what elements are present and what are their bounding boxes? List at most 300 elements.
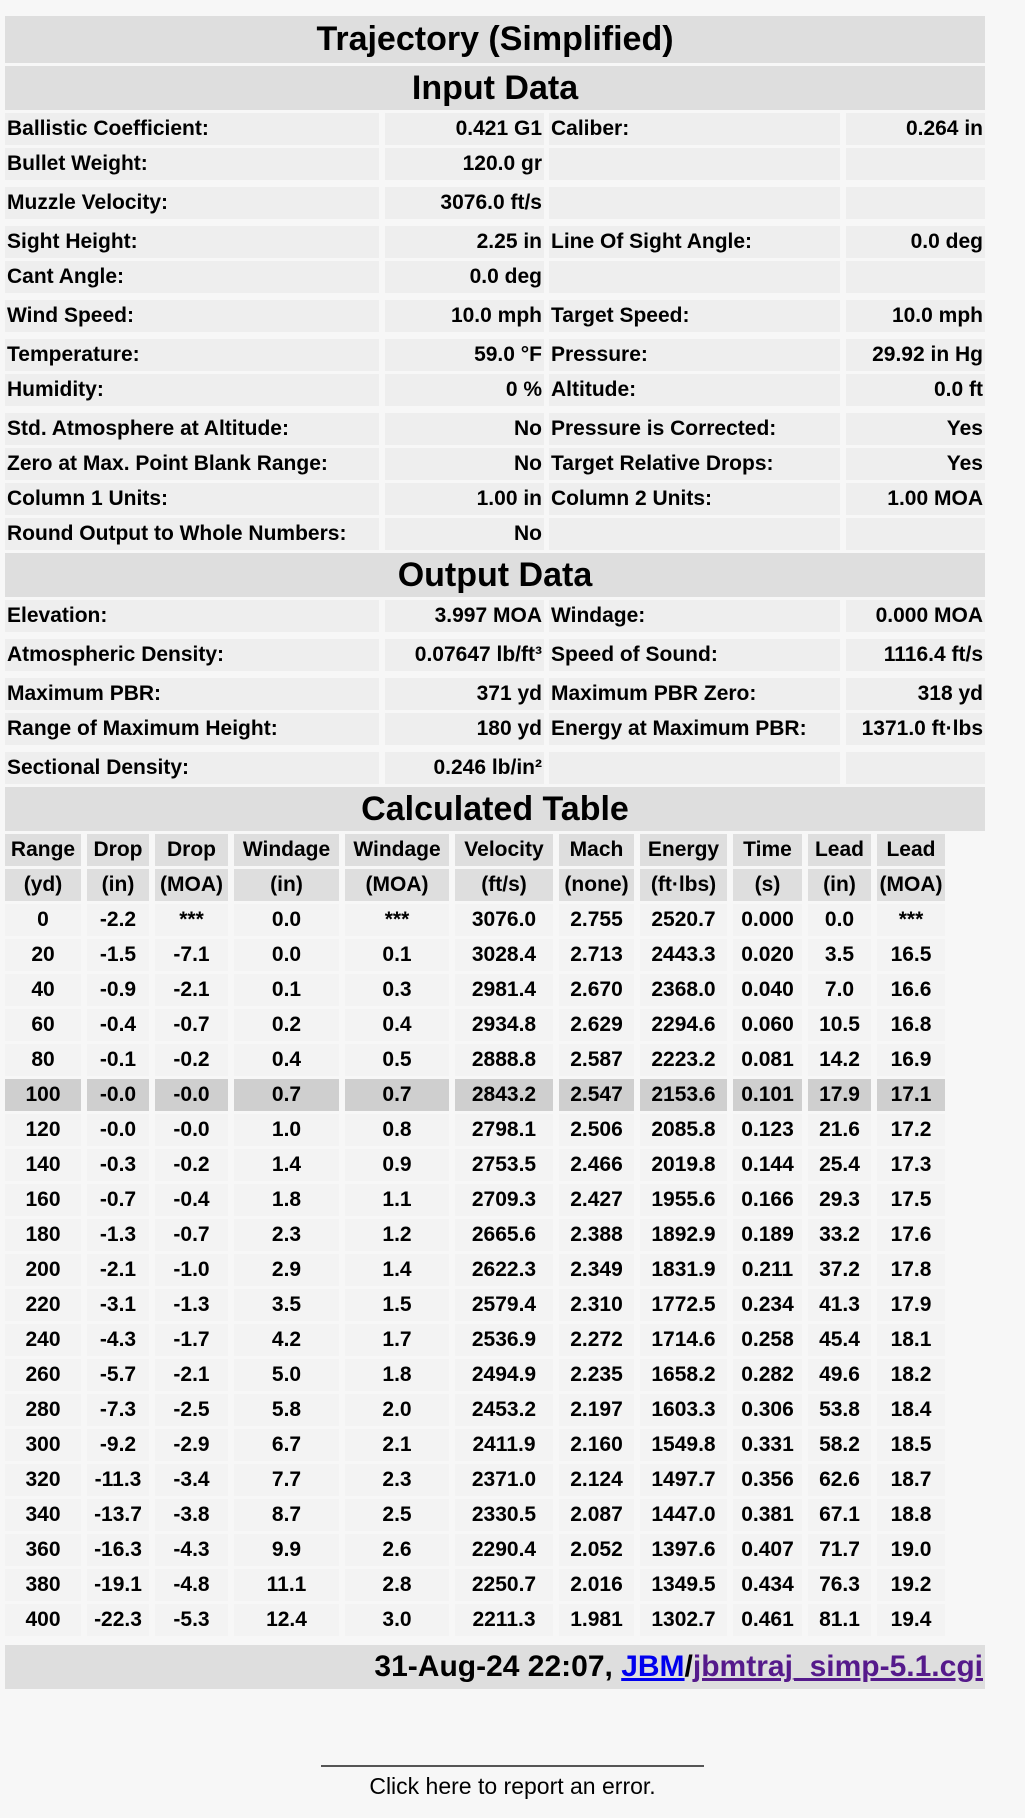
data-row bbox=[5, 483, 985, 515]
table-cell: 40 bbox=[5, 974, 81, 1006]
table-cell: 2.087 bbox=[559, 1499, 634, 1531]
table-cell: 58.2 bbox=[808, 1429, 871, 1461]
table-cell: 2798.1 bbox=[455, 1114, 553, 1146]
table-cell: 49.6 bbox=[808, 1359, 871, 1391]
table-cell: 29.3 bbox=[808, 1184, 871, 1216]
table-cell: -0.0 bbox=[87, 1079, 149, 1111]
table-cell: 180 bbox=[5, 1219, 81, 1251]
table-cell: 1549.8 bbox=[640, 1429, 727, 1461]
column-header: Mach bbox=[559, 834, 634, 866]
field-value: 371 yd bbox=[385, 678, 544, 710]
field-label bbox=[549, 261, 840, 293]
field-value: 0.0 ft bbox=[846, 374, 985, 406]
table-cell: 71.7 bbox=[808, 1534, 871, 1566]
table-cell: 16.5 bbox=[877, 939, 945, 971]
table-row bbox=[5, 1114, 985, 1146]
table-cell: 18.2 bbox=[877, 1359, 945, 1391]
table-cell: 0.0 bbox=[234, 939, 339, 971]
table-cell: 2.629 bbox=[559, 1009, 634, 1041]
table-cell: -0.2 bbox=[155, 1149, 228, 1181]
field-label bbox=[549, 518, 840, 550]
table-cell: 16.6 bbox=[877, 974, 945, 1006]
field-value: 1116.4 ft/s bbox=[846, 639, 985, 671]
table-cell: 2330.5 bbox=[455, 1499, 553, 1531]
table-cell: -0.1 bbox=[87, 1044, 149, 1076]
field-value: 3076.0 ft/s bbox=[385, 187, 544, 219]
footer-separator: / bbox=[684, 1650, 693, 1683]
table-cell: -2.1 bbox=[155, 974, 228, 1006]
table-cell: 2.160 bbox=[559, 1429, 634, 1461]
table-cell: 1.5 bbox=[345, 1289, 449, 1321]
table-cell: 360 bbox=[5, 1534, 81, 1566]
table-cell: 3.5 bbox=[234, 1289, 339, 1321]
table-cell: 1.0 bbox=[234, 1114, 339, 1146]
table-cell: -7.3 bbox=[87, 1394, 149, 1426]
table-cell: 2.052 bbox=[559, 1534, 634, 1566]
table-cell: -9.2 bbox=[87, 1429, 149, 1461]
table-cell: 17.3 bbox=[877, 1149, 945, 1181]
field-label bbox=[549, 752, 840, 784]
table-cell: -3.8 bbox=[155, 1499, 228, 1531]
table-cell: -0.4 bbox=[155, 1184, 228, 1216]
table-cell: 2250.7 bbox=[455, 1569, 553, 1601]
field-value: 1.00 in bbox=[385, 483, 544, 515]
table-cell: 2665.6 bbox=[455, 1219, 553, 1251]
table-cell: 0.9 bbox=[345, 1149, 449, 1181]
table-cell: 2.713 bbox=[559, 939, 634, 971]
table-cell: 2622.3 bbox=[455, 1254, 553, 1286]
table-cell: 19.4 bbox=[877, 1604, 945, 1636]
table-cell: 0.282 bbox=[733, 1359, 802, 1391]
column-unit: (in) bbox=[234, 869, 339, 901]
table-cell: 2411.9 bbox=[455, 1429, 553, 1461]
script-link[interactable]: jbmtraj_simp-5.1.cgi bbox=[692, 1650, 983, 1683]
field-value: 0.07647 lb/ft³ bbox=[385, 639, 544, 671]
table-cell: 12.4 bbox=[234, 1604, 339, 1636]
table-cell: 2981.4 bbox=[455, 974, 553, 1006]
table-cell: 17.9 bbox=[877, 1289, 945, 1321]
table-cell: 60 bbox=[5, 1009, 81, 1041]
data-row bbox=[5, 413, 985, 445]
table-cell: 0.258 bbox=[733, 1324, 802, 1356]
trajectory-sheet bbox=[5, 16, 985, 1689]
table-cell: *** bbox=[345, 904, 449, 936]
data-row bbox=[5, 713, 985, 745]
field-label: Caliber: bbox=[549, 113, 840, 145]
table-cell: -1.3 bbox=[87, 1219, 149, 1251]
column-unit: (none) bbox=[559, 869, 634, 901]
table-cell: 20 bbox=[5, 939, 81, 971]
table-row bbox=[5, 1149, 985, 1181]
report-area bbox=[0, 1765, 1025, 1800]
column-unit: (in) bbox=[87, 869, 149, 901]
table-cell: 1.4 bbox=[345, 1254, 449, 1286]
column-header: Lead bbox=[877, 834, 945, 866]
table-cell: 0.4 bbox=[234, 1044, 339, 1076]
table-cell: -11.3 bbox=[87, 1464, 149, 1496]
column-unit: (yd) bbox=[5, 869, 81, 901]
jbm-link[interactable]: JBM bbox=[621, 1650, 685, 1683]
table-cell: 0 bbox=[5, 904, 81, 936]
data-row bbox=[5, 448, 985, 480]
table-row bbox=[5, 1254, 985, 1286]
table-cell: 17.5 bbox=[877, 1184, 945, 1216]
table-row bbox=[5, 974, 985, 1006]
table-row bbox=[5, 1429, 985, 1461]
field-label: Elevation: bbox=[5, 600, 379, 632]
field-label: Maximum PBR: bbox=[5, 678, 379, 710]
table-cell: 0.2 bbox=[234, 1009, 339, 1041]
table-cell: 2.506 bbox=[559, 1114, 634, 1146]
table-cell: 10.5 bbox=[808, 1009, 871, 1041]
column-header: Drop bbox=[155, 834, 228, 866]
table-cell: 5.8 bbox=[234, 1394, 339, 1426]
table-cell: 0.407 bbox=[733, 1534, 802, 1566]
field-value bbox=[846, 187, 985, 219]
table-cell: 0.381 bbox=[733, 1499, 802, 1531]
table-cell: 220 bbox=[5, 1289, 81, 1321]
data-row bbox=[5, 300, 985, 332]
table-cell: -0.7 bbox=[155, 1009, 228, 1041]
table-cell: 2443.3 bbox=[640, 939, 727, 971]
table-cell: -1.3 bbox=[155, 1289, 228, 1321]
table-cell: 16.9 bbox=[877, 1044, 945, 1076]
table-cell: 2.466 bbox=[559, 1149, 634, 1181]
table-cell: 1955.6 bbox=[640, 1184, 727, 1216]
table-cell: 2.6 bbox=[345, 1534, 449, 1566]
field-label: Speed of Sound: bbox=[549, 639, 840, 671]
table-cell: -7.1 bbox=[155, 939, 228, 971]
table-cell: 1397.6 bbox=[640, 1534, 727, 1566]
table-cell: 8.7 bbox=[234, 1499, 339, 1531]
table-row bbox=[5, 1289, 985, 1321]
table-row bbox=[5, 1079, 985, 1111]
table-cell: -0.0 bbox=[155, 1114, 228, 1146]
table-cell: 1497.7 bbox=[640, 1464, 727, 1496]
table-cell: 0.8 bbox=[345, 1114, 449, 1146]
table-cell: -1.0 bbox=[155, 1254, 228, 1286]
calculated-table bbox=[5, 834, 985, 1636]
table-cell: -1.7 bbox=[155, 1324, 228, 1356]
table-cell: -2.9 bbox=[155, 1429, 228, 1461]
table-cell: 1714.6 bbox=[640, 1324, 727, 1356]
column-header: Velocity bbox=[455, 834, 553, 866]
table-cell: 2.3 bbox=[345, 1464, 449, 1496]
input-data-table bbox=[5, 113, 985, 550]
table-cell: -0.7 bbox=[87, 1184, 149, 1216]
table-cell: 2019.8 bbox=[640, 1149, 727, 1181]
table-row bbox=[5, 1324, 985, 1356]
column-header: Drop bbox=[87, 834, 149, 866]
table-cell: -0.4 bbox=[87, 1009, 149, 1041]
table-cell: 2.427 bbox=[559, 1184, 634, 1216]
table-cell: -0.0 bbox=[155, 1079, 228, 1111]
input-data-heading: Input Data bbox=[5, 66, 985, 110]
field-label: Target Relative Drops: bbox=[549, 448, 840, 480]
table-cell: 0.189 bbox=[733, 1219, 802, 1251]
field-value: Yes bbox=[846, 448, 985, 480]
field-label: Sight Height: bbox=[5, 226, 379, 258]
field-label: Humidity: bbox=[5, 374, 379, 406]
field-value bbox=[846, 752, 985, 784]
table-cell: 17.1 bbox=[877, 1079, 945, 1111]
table-cell: -13.7 bbox=[87, 1499, 149, 1531]
table-row bbox=[5, 1009, 985, 1041]
table-cell: 2085.8 bbox=[640, 1114, 727, 1146]
table-row bbox=[5, 1569, 985, 1601]
output-data-heading: Output Data bbox=[5, 553, 985, 597]
field-label: Round Output to Whole Numbers: bbox=[5, 518, 379, 550]
table-cell: 19.2 bbox=[877, 1569, 945, 1601]
table-cell: 17.6 bbox=[877, 1219, 945, 1251]
table-cell: 19.0 bbox=[877, 1534, 945, 1566]
table-cell: 340 bbox=[5, 1499, 81, 1531]
table-cell: 0.3 bbox=[345, 974, 449, 1006]
table-cell: 7.0 bbox=[808, 974, 871, 1006]
table-cell: 2.0 bbox=[345, 1394, 449, 1426]
field-value bbox=[846, 148, 985, 180]
table-cell: 1658.2 bbox=[640, 1359, 727, 1391]
field-value bbox=[846, 261, 985, 293]
table-cell: 2.587 bbox=[559, 1044, 634, 1076]
table-cell: 45.4 bbox=[808, 1324, 871, 1356]
table-cell: -0.2 bbox=[155, 1044, 228, 1076]
table-cell: 0.4 bbox=[345, 1009, 449, 1041]
field-value: 10.0 mph bbox=[385, 300, 544, 332]
field-value: 3.997 MOA bbox=[385, 600, 544, 632]
table-cell: 260 bbox=[5, 1359, 81, 1391]
table-row bbox=[5, 1604, 985, 1636]
report-error-link[interactable]: Click here to report an error. bbox=[369, 1773, 656, 1799]
column-header: Time bbox=[733, 834, 802, 866]
page-title: Trajectory (Simplified) bbox=[5, 16, 985, 63]
table-cell: 41.3 bbox=[808, 1289, 871, 1321]
table-cell: 2536.9 bbox=[455, 1324, 553, 1356]
table-cell: 37.2 bbox=[808, 1254, 871, 1286]
table-row bbox=[5, 1359, 985, 1391]
field-label: Line Of Sight Angle: bbox=[549, 226, 840, 258]
field-label: Atmospheric Density: bbox=[5, 639, 379, 671]
table-cell: 17.8 bbox=[877, 1254, 945, 1286]
field-label: Muzzle Velocity: bbox=[5, 187, 379, 219]
table-cell: 160 bbox=[5, 1184, 81, 1216]
table-cell: 1.7 bbox=[345, 1324, 449, 1356]
table-cell: 0.123 bbox=[733, 1114, 802, 1146]
table-cell: 2368.0 bbox=[640, 974, 727, 1006]
table-cell: 2934.8 bbox=[455, 1009, 553, 1041]
table-cell: 2223.2 bbox=[640, 1044, 727, 1076]
table-cell: 9.9 bbox=[234, 1534, 339, 1566]
field-value bbox=[846, 518, 985, 550]
table-cell: 1.1 bbox=[345, 1184, 449, 1216]
table-cell: -4.8 bbox=[155, 1569, 228, 1601]
table-cell: -4.3 bbox=[87, 1324, 149, 1356]
table-cell: -2.1 bbox=[155, 1359, 228, 1391]
data-row bbox=[5, 752, 985, 784]
data-row bbox=[5, 148, 985, 180]
table-cell: 2453.2 bbox=[455, 1394, 553, 1426]
field-label: Pressure is Corrected: bbox=[549, 413, 840, 445]
table-cell: -22.3 bbox=[87, 1604, 149, 1636]
table-cell: 0.0 bbox=[234, 904, 339, 936]
field-value: 10.0 mph bbox=[846, 300, 985, 332]
table-cell: 2888.8 bbox=[455, 1044, 553, 1076]
table-cell: 0.040 bbox=[733, 974, 802, 1006]
column-header: Windage bbox=[234, 834, 339, 866]
table-cell: 2.388 bbox=[559, 1219, 634, 1251]
column-unit: (ft·lbs) bbox=[640, 869, 727, 901]
field-value: 0.000 MOA bbox=[846, 600, 985, 632]
table-cell: 240 bbox=[5, 1324, 81, 1356]
table-cell: -16.3 bbox=[87, 1534, 149, 1566]
table-cell: 2.755 bbox=[559, 904, 634, 936]
table-cell: 3076.0 bbox=[455, 904, 553, 936]
table-row bbox=[5, 1499, 985, 1531]
table-cell: 2753.5 bbox=[455, 1149, 553, 1181]
field-value: 0.264 in bbox=[846, 113, 985, 145]
field-label: Bullet Weight: bbox=[5, 148, 379, 180]
table-cell: 21.6 bbox=[808, 1114, 871, 1146]
table-cell: 140 bbox=[5, 1149, 81, 1181]
table-cell: *** bbox=[877, 904, 945, 936]
table-cell: 62.6 bbox=[808, 1464, 871, 1496]
table-cell: -2.2 bbox=[87, 904, 149, 936]
table-cell: 0.0 bbox=[808, 904, 871, 936]
table-cell: 2.8 bbox=[345, 1569, 449, 1601]
output-data-table bbox=[5, 600, 985, 784]
table-row bbox=[5, 1044, 985, 1076]
report-divider bbox=[321, 1765, 704, 1767]
table-cell: 0.000 bbox=[733, 904, 802, 936]
data-row bbox=[5, 113, 985, 145]
field-label: Column 1 Units: bbox=[5, 483, 379, 515]
table-cell: 2.310 bbox=[559, 1289, 634, 1321]
table-cell: -2.5 bbox=[155, 1394, 228, 1426]
table-cell: 7.7 bbox=[234, 1464, 339, 1496]
table-cell: 2290.4 bbox=[455, 1534, 553, 1566]
field-label: Maximum PBR Zero: bbox=[549, 678, 840, 710]
column-header: Range bbox=[5, 834, 81, 866]
table-row bbox=[5, 1219, 985, 1251]
table-cell: 0.434 bbox=[733, 1569, 802, 1601]
data-row bbox=[5, 261, 985, 293]
table-cell: 0.7 bbox=[345, 1079, 449, 1111]
table-cell: 1302.7 bbox=[640, 1604, 727, 1636]
table-cell: 18.7 bbox=[877, 1464, 945, 1496]
table-cell: 1.4 bbox=[234, 1149, 339, 1181]
data-row bbox=[5, 518, 985, 550]
footer-timestamp: 31-Aug-24 22:07, bbox=[374, 1650, 622, 1683]
table-cell: 0.081 bbox=[733, 1044, 802, 1076]
table-cell: 80 bbox=[5, 1044, 81, 1076]
table-header-row bbox=[5, 834, 985, 866]
table-cell: 0.166 bbox=[733, 1184, 802, 1216]
field-label: Temperature: bbox=[5, 339, 379, 371]
table-cell: 2.197 bbox=[559, 1394, 634, 1426]
data-row bbox=[5, 600, 985, 632]
table-cell: -0.7 bbox=[155, 1219, 228, 1251]
table-cell: 2153.6 bbox=[640, 1079, 727, 1111]
field-value: 29.92 in Hg bbox=[846, 339, 985, 371]
field-label: Column 2 Units: bbox=[549, 483, 840, 515]
table-row bbox=[5, 904, 985, 936]
table-cell: -0.9 bbox=[87, 974, 149, 1006]
field-label: Zero at Max. Point Blank Range: bbox=[5, 448, 379, 480]
field-label: Cant Angle: bbox=[5, 261, 379, 293]
table-cell: 25.4 bbox=[808, 1149, 871, 1181]
table-cell: 53.8 bbox=[808, 1394, 871, 1426]
table-row bbox=[5, 1394, 985, 1426]
table-cell: 17.9 bbox=[808, 1079, 871, 1111]
table-cell: 0.356 bbox=[733, 1464, 802, 1496]
table-cell: 1603.3 bbox=[640, 1394, 727, 1426]
table-cell: 320 bbox=[5, 1464, 81, 1496]
table-cell: 1892.9 bbox=[640, 1219, 727, 1251]
field-label: Windage: bbox=[549, 600, 840, 632]
table-cell: 0.1 bbox=[234, 974, 339, 1006]
table-cell: 200 bbox=[5, 1254, 81, 1286]
field-value: 59.0 °F bbox=[385, 339, 544, 371]
table-cell: 2.1 bbox=[345, 1429, 449, 1461]
table-cell: 400 bbox=[5, 1604, 81, 1636]
data-row bbox=[5, 374, 985, 406]
table-cell: 14.2 bbox=[808, 1044, 871, 1076]
table-cell: 0.211 bbox=[733, 1254, 802, 1286]
table-cell: -1.5 bbox=[87, 939, 149, 971]
table-cell: 100 bbox=[5, 1079, 81, 1111]
table-cell: -0.0 bbox=[87, 1114, 149, 1146]
field-value: 180 yd bbox=[385, 713, 544, 745]
field-value: 0 % bbox=[385, 374, 544, 406]
field-label: Ballistic Coefficient: bbox=[5, 113, 379, 145]
table-cell: 2520.7 bbox=[640, 904, 727, 936]
table-cell: 3028.4 bbox=[455, 939, 553, 971]
table-cell: 3.5 bbox=[808, 939, 871, 971]
table-cell: 2.9 bbox=[234, 1254, 339, 1286]
table-cell: 1.8 bbox=[234, 1184, 339, 1216]
field-label bbox=[549, 187, 840, 219]
table-cell: *** bbox=[155, 904, 228, 936]
field-value: 0.0 deg bbox=[385, 261, 544, 293]
table-cell: 2.349 bbox=[559, 1254, 634, 1286]
table-cell: 0.331 bbox=[733, 1429, 802, 1461]
table-row bbox=[5, 939, 985, 971]
table-cell: -3.4 bbox=[155, 1464, 228, 1496]
field-value: 2.25 in bbox=[385, 226, 544, 258]
table-cell: 380 bbox=[5, 1569, 81, 1601]
table-cell: 4.2 bbox=[234, 1324, 339, 1356]
table-cell: 1.2 bbox=[345, 1219, 449, 1251]
field-value: No bbox=[385, 518, 544, 550]
table-cell: 2.670 bbox=[559, 974, 634, 1006]
column-unit: (MOA) bbox=[155, 869, 228, 901]
table-cell: -5.3 bbox=[155, 1604, 228, 1636]
column-header: Lead bbox=[808, 834, 871, 866]
data-row bbox=[5, 639, 985, 671]
table-cell: 5.0 bbox=[234, 1359, 339, 1391]
table-cell: 0.060 bbox=[733, 1009, 802, 1041]
field-label: Sectional Density: bbox=[5, 752, 379, 784]
table-cell: 2.016 bbox=[559, 1569, 634, 1601]
table-cell: -5.7 bbox=[87, 1359, 149, 1391]
table-row bbox=[5, 1184, 985, 1216]
table-units-row bbox=[5, 869, 985, 901]
table-cell: 1447.0 bbox=[640, 1499, 727, 1531]
table-cell: 0.1 bbox=[345, 939, 449, 971]
table-cell: 0.144 bbox=[733, 1149, 802, 1181]
column-unit: (MOA) bbox=[345, 869, 449, 901]
field-value: 0.246 lb/in² bbox=[385, 752, 544, 784]
